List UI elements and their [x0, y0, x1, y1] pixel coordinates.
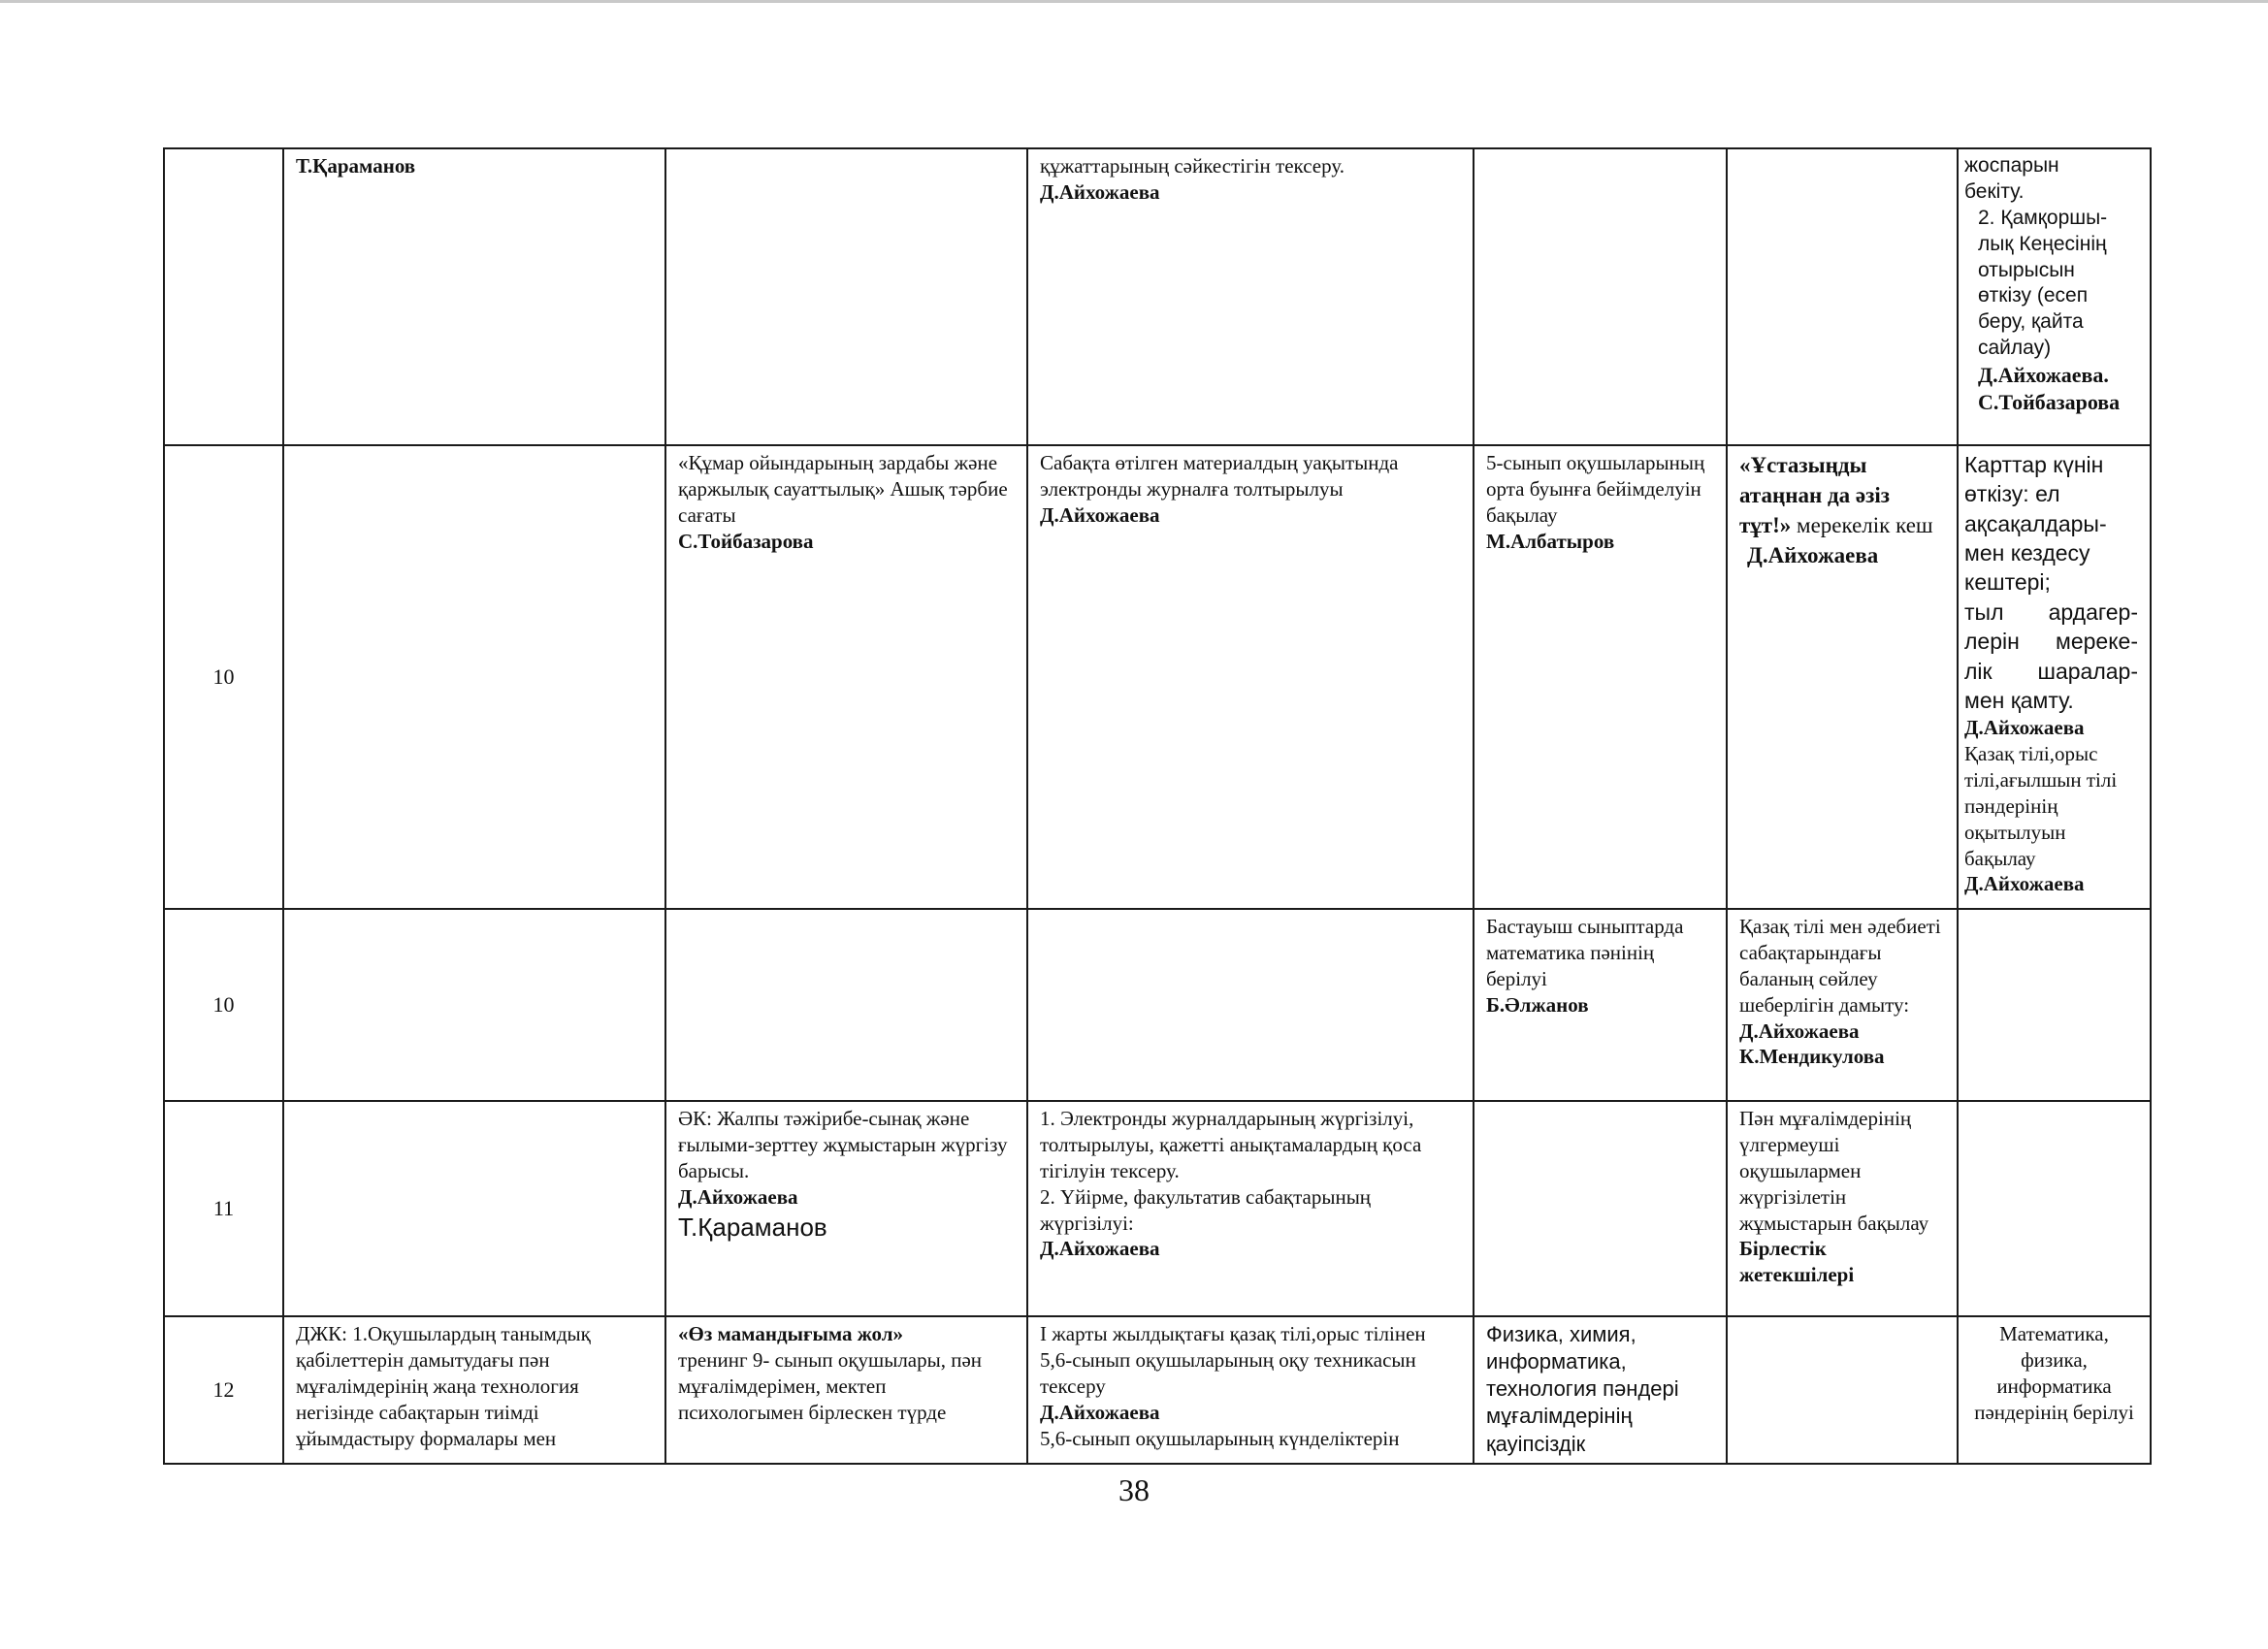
table-cell [1027, 148, 1474, 445]
table-cell [1727, 909, 1958, 1101]
table-cell [1027, 1316, 1474, 1464]
table-row [164, 445, 2151, 909]
responsible-name: М.Албатыров [1486, 529, 1615, 553]
table-cell [665, 148, 1027, 445]
cell-text-line: сайлау) [1978, 337, 2052, 360]
cell-text: І жарты жылдықтағы қазақ тілі,орыс тілінен 5,6-сынып оқушыларының оқу техникасын тексеру [1040, 1322, 1426, 1398]
cell-text: құжаттарының сәйкестігін тексеру. [1040, 154, 1345, 178]
cell-text-line: өткізу (есеп [1978, 284, 2089, 307]
cell-text-line: өткізу: ел [1964, 481, 2060, 507]
table-cell [665, 1101, 1027, 1316]
cell-text: «Құмар ойындарының зардабы және қаржылық сауаттылық» Ашық тәрбие сағаты [678, 451, 1008, 527]
table-cell [1958, 148, 2151, 445]
table-cell [1474, 148, 1727, 445]
responsible-name: С.Тойбазарова [678, 529, 814, 553]
responsible-name: Д.Айхожаева [678, 1184, 798, 1209]
scan-top-edge [0, 0, 2268, 3]
cell-text: 1. Электронды журналдарының жүргізілуі, толтырылуы, қажетті анықтамалардың қоса тігілуін тексеру. [1040, 1107, 1422, 1182]
table-cell [1958, 1316, 2151, 1464]
cell-text-line: лерін мереке- [1964, 629, 2138, 655]
cell-text-line: тыл ардагер- [1964, 598, 2138, 625]
table-cell [665, 445, 1027, 909]
cell-text: ӘК: Жалпы тәжірибе-сынақ және ғылыми-зерттеу жұмыстарын жүргізу барысы. [678, 1107, 1008, 1182]
cell-text-line: Карттар күнін [1964, 452, 2104, 477]
cell-text-line: 2. Қамқоршы- [1978, 206, 2108, 229]
responsible-name: К.Мендикулова [1739, 1045, 1885, 1069]
table-cell [283, 445, 665, 909]
responsible-name: Д.Айхожаева [1040, 1237, 1160, 1261]
cell-text: мерекелік кеш [1797, 513, 1933, 538]
table-row [164, 1101, 2151, 1316]
cell-text-line: отырысын [1978, 258, 2075, 281]
cell-text-line: лық Кеңесінің [1978, 232, 2107, 255]
table-cell [1027, 909, 1474, 1101]
responsible-name: Д.Айхожаева. [1978, 363, 2109, 387]
cell-text-block [1964, 450, 2138, 715]
responsible-name: С.Тойбазарова [1978, 390, 2121, 415]
cell-text: Пән мұғалімдерінің үлгермеуші оқушылармен жүргізілетін жұмыстарын бақылау [1739, 1107, 1929, 1235]
event-title: «Өз мамандығыма жол» [678, 1322, 904, 1345]
table-row [164, 148, 2151, 445]
table-cell [283, 1316, 665, 1464]
cell-text: Қазақ тілі мен әдебиеті сабақтарындағы баланың сөйлеу шеберлігін дамыту: [1739, 915, 1941, 1017]
cell-text-line: кештері; [1964, 569, 2051, 596]
cell-text-line: бекіту. [1964, 179, 2025, 203]
table-cell [1958, 909, 2151, 1101]
page-number: 38 [1118, 1472, 1150, 1507]
table-cell [665, 909, 1027, 1101]
cell-text: Бастауыш сыныптарда математика пәнінің берілуі [1486, 915, 1684, 990]
table-cell [1474, 1316, 1727, 1464]
responsible-name: Бірлестік жетекшілері [1739, 1237, 1855, 1287]
table-row [164, 1316, 2151, 1464]
responsible-name: Т.Қараманов [678, 1212, 827, 1242]
cell-text-line: ақсақалдары- [1964, 510, 2107, 536]
responsible-name: Д.Айхожаева [1964, 716, 2085, 740]
table-cell [1727, 1101, 1958, 1316]
responsible-name: Д.Айхожаева [1964, 872, 2085, 896]
table-cell [283, 909, 665, 1101]
table-cell [1027, 1101, 1474, 1316]
row-number-cell [164, 148, 283, 445]
row-number-cell: 12 [164, 1316, 283, 1464]
cell-text-line: мен қамту. [1964, 687, 2074, 713]
cell-text: тренинг 9- сынып оқушылары, пән мұғалімдерімен, мектеп психологымен бірлескен түрде [678, 1347, 983, 1424]
responsible-name: Д.Айхожаева [1747, 543, 1879, 568]
responsible-name: Д.Айхожаева [1040, 502, 1160, 527]
responsible-name: Д.Айхожаева [1040, 179, 1160, 204]
table-cell [1727, 1316, 1958, 1464]
table-cell [1727, 148, 1958, 445]
table-cell [1958, 445, 2151, 909]
cell-text-line: беру, қайта [1978, 310, 2084, 334]
row-number-cell: 10 [164, 909, 283, 1101]
event-title: «Ұстазыңды атаңнан да әзіз тұт!» [1739, 453, 1890, 538]
cell-text: 5,6-сынып оқушыларының күнделіктерін [1040, 1426, 1400, 1450]
table-cell [1474, 445, 1727, 909]
table-cell [1027, 445, 1474, 909]
table-cell [283, 1101, 665, 1316]
table-row [164, 909, 2151, 1101]
cell-text: 2. Үйірме, факультатив сабақтарының жүргізілуі: [1040, 1184, 1372, 1235]
cell-text: Физика, химия, информатика, технология пәндері мұғалімдерінің қауіпсіздік [1486, 1322, 1679, 1456]
cell-text-line: жоспарын [1964, 154, 2059, 177]
responsible-name: Т.Қараманов [296, 154, 416, 178]
table-cell [1474, 1101, 1727, 1316]
table-cell [1474, 909, 1727, 1101]
cell-text: Математика, физика, информатика пәндерінің берілуі [1974, 1322, 2134, 1424]
cell-text-line: мен кездесу [1964, 540, 2090, 566]
responsible-name: Д.Айхожаева [1040, 1400, 1160, 1424]
cell-text: ДЖК: 1.Оқушылардың танымдық қабілеттерін дамытудағы пән мұғалімдерінің жаңа технология негізінде сабақтарын тиімді ұйымдастыру формалары мен [296, 1322, 591, 1450]
row-number-cell: 10 [164, 445, 283, 909]
plan-table [163, 147, 2152, 1465]
cell-text: 5-сынып оқушыларының орта буынға бейімделуін бақылау [1486, 451, 1705, 527]
row-number-cell: 11 [164, 1101, 283, 1316]
cell-text-line: лік шаралар- [1964, 658, 2138, 684]
table-cell [283, 148, 665, 445]
cell-text: Қазақ тілі,орыс тілі,ағылшын тілі пәндерінің оқытылуын бақылау [1964, 742, 2118, 870]
table-cell [665, 1316, 1027, 1464]
responsible-name: Б.Әлжанов [1486, 992, 1589, 1017]
responsible-name: Д.Айхожаева [1739, 1018, 1860, 1043]
cell-text: Сабақта өтілген материалдың уақытында электронды журналға толтырылуы [1040, 451, 1399, 501]
table-cell [1727, 445, 1958, 909]
table-cell [1958, 1101, 2151, 1316]
